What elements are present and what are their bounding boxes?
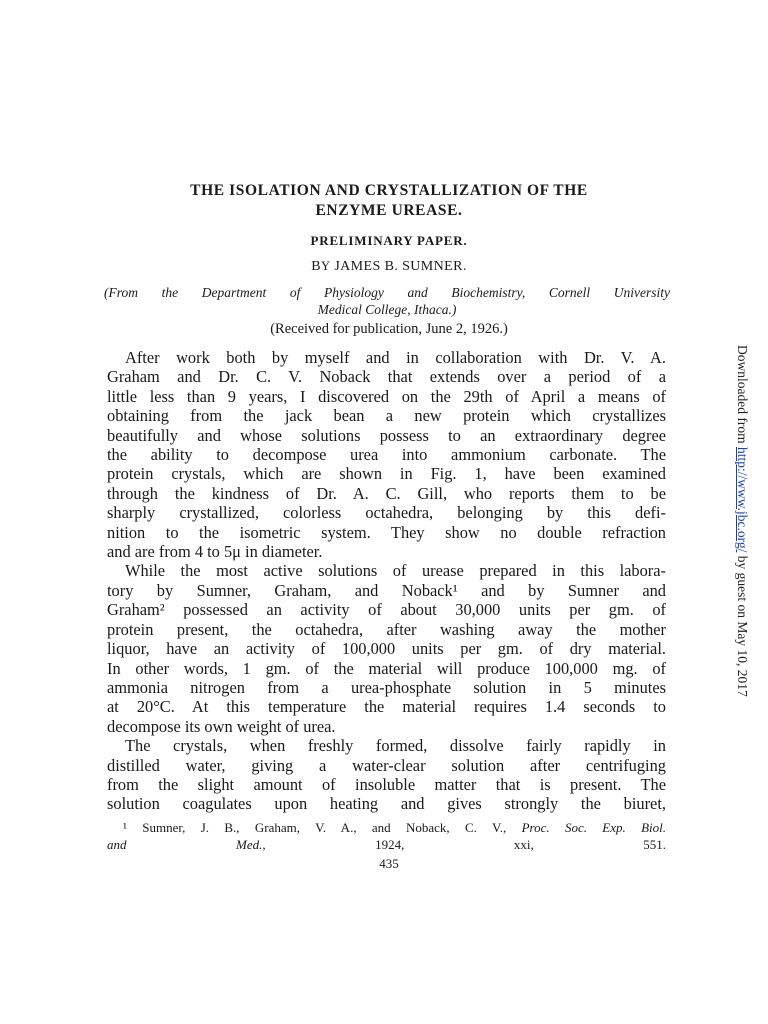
body-line: solution coagulates upon heating and gives strongly the biuret,	[107, 794, 666, 814]
body-line: In other words, 1 gm. of the material will produce 100,000 mg. of	[107, 658, 666, 678]
jbc-link[interactable]: http://www.jbc.org/	[735, 446, 750, 553]
body-line: little less than 9 years, I discovered on the 29th of April a means of	[107, 386, 666, 406]
watermark-prefix: Downloaded from	[735, 345, 750, 447]
body-line: While the most active solutions of urease prepared in this labora-	[125, 561, 666, 581]
footnote	[107, 819, 666, 853]
watermark-suffix: by guest on May 10, 2017	[735, 552, 750, 697]
article-title	[100, 181, 678, 221]
watermark-text	[734, 345, 750, 697]
affiliation-line-2: Medical College, Ithaca.)	[317, 302, 457, 317]
received-date: (Received for publication, June 2, 1926.)	[270, 321, 508, 337]
body-line: ammonia nitrogen from a urea-phosphate solution in 5 minutes	[107, 677, 666, 697]
footnote-citation: , 1924, xxi, 551.	[262, 837, 666, 852]
body-line: Graham² possessed an activity of about 30,000 units per gm. of	[107, 600, 666, 620]
affiliation-line-1: (From the Department of Physiology and Biochemistry, Cornell University	[104, 285, 670, 300]
footnote-line-2	[107, 836, 666, 853]
title-line-1: THE ISOLATION AND CRYSTALLIZATION OF THE	[190, 182, 588, 199]
byline-prefix: B	[311, 259, 321, 274]
page-number: 435	[379, 856, 399, 871]
paragraph-1	[107, 348, 666, 561]
byline-prefix-small: Y	[320, 259, 331, 273]
body-line: The crystals, when freshly formed, dissolve fairly rapidly in	[125, 736, 666, 756]
body-line: protein crystals, which are shown in Fig. 1, have been examined	[107, 464, 666, 484]
footnote-line-1	[107, 819, 666, 836]
body-line: at 20°C. At this temperature the material requires 1.4 seconds to	[107, 697, 666, 717]
author-byline	[100, 259, 678, 275]
body-line: distilled water, giving a water-clear solution after centrifuging	[107, 755, 666, 775]
body-line: decompose its own weight of urea.	[107, 716, 336, 736]
footnote-journal-cont: and Med.	[107, 837, 263, 852]
paper-subtitle: PRELIMINARY PAPER.	[310, 233, 468, 248]
author-name: JAMES B. SUMNER.	[334, 259, 467, 274]
footnote-journal: Proc. Soc. Exp. Biol.	[521, 820, 667, 835]
body-line: protein present, the octahedra, after washing away the mother	[107, 619, 666, 639]
title-line-2: ENZYME UREASE.	[315, 202, 463, 219]
body-line: liquor, have an activity of 100,000 units per gm. of dry material.	[107, 639, 666, 659]
body-line: Graham and Dr. C. V. Noback that extends over a period of a	[107, 367, 666, 387]
paragraph-2	[107, 561, 666, 736]
body-line: After work both by myself and in collaboration with Dr. V. A.	[125, 348, 666, 367]
paragraph-3	[107, 736, 666, 814]
article-body	[107, 348, 666, 814]
body-line: through the kindness of Dr. A. C. Gill, who reports them to be	[107, 483, 666, 503]
download-watermark	[733, 345, 751, 697]
body-line: and are from 4 to 5μ in diameter.	[107, 542, 323, 562]
body-line: sharply crystallized, colorless octahedra, belonging by this defi-	[107, 503, 666, 523]
body-line: beautifully and whose solutions possess to an extraordinary degree	[107, 425, 666, 445]
footnote-authors: Sumner, J. B., Graham, V. A., and Noback, C. V.,	[126, 820, 522, 835]
body-line: nition to the isometric system. They show no double refraction	[107, 522, 666, 542]
footnote-marker: ¹	[123, 820, 127, 835]
body-line: obtaining from the jack bean a new protein which crystallizes	[107, 406, 666, 426]
body-line: from the slight amount of insoluble matter that is present. The	[107, 774, 666, 794]
body-line: tory by Sumner, Graham, and Noback¹ and by Sumner and	[107, 580, 666, 600]
affiliation	[104, 284, 670, 318]
body-line: the ability to decompose urea into ammonium carbonate. The	[107, 445, 666, 465]
